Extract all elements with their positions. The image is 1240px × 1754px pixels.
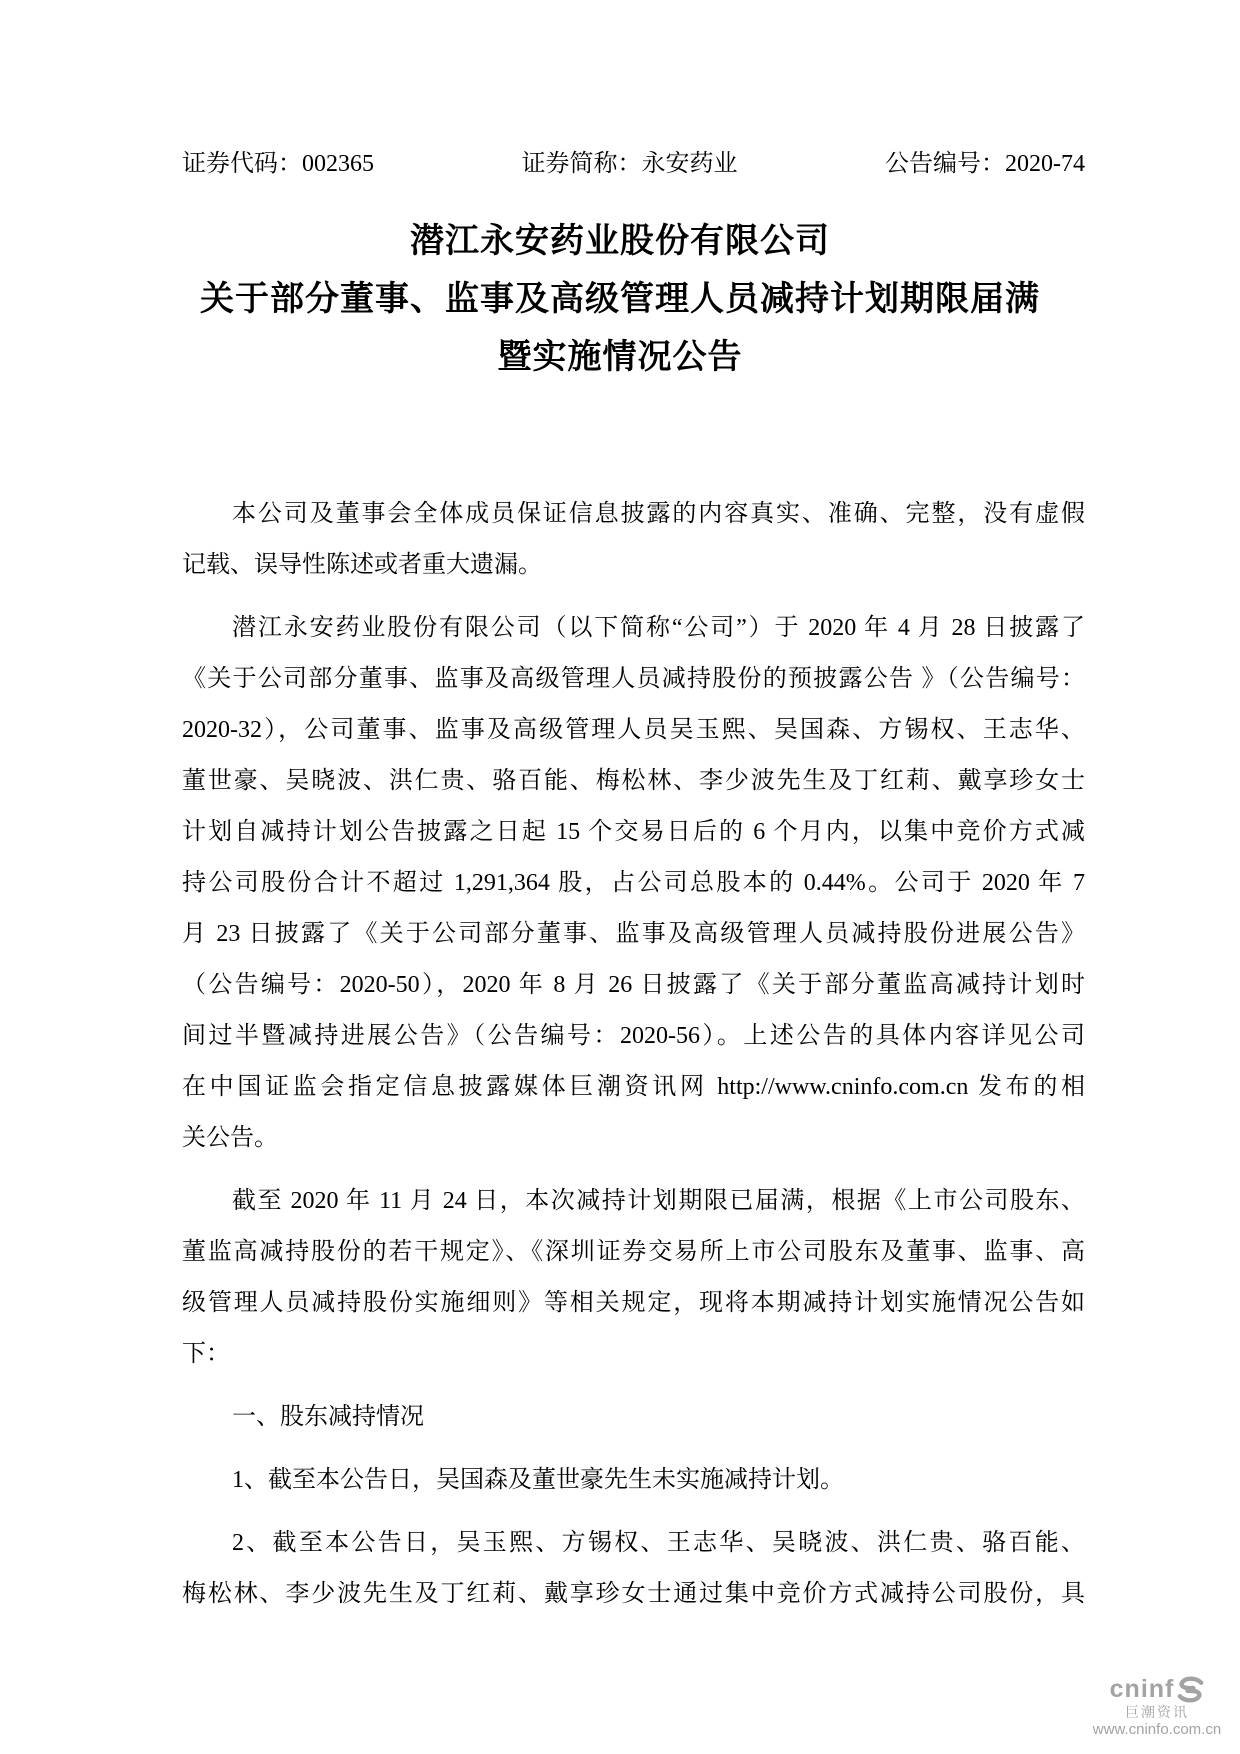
paragraph — [182, 1176, 1085, 1380]
body-line: 间过半暨减持进展公告》（公告编号：2020-56）。上述公告的具体内容详见公司 — [182, 1023, 1085, 1049]
body-line: 关公告。 — [182, 1125, 278, 1151]
cninfo-globe-icon — [1177, 1676, 1204, 1703]
stock-code-text: 证券代码：002365 — [182, 151, 374, 177]
body-line: 2、截至本公告日，吴玉熙、方锡权、王志华、吴晓波、洪仁贵、骆百能、 — [232, 1530, 1085, 1556]
juchao-zixun-label: 巨潮资讯 — [1125, 1703, 1189, 1720]
body-line: 潜江永安药业股份有限公司（以下简称“公司”）于 2020 年 4 月 28 日披露了 — [232, 615, 1085, 641]
body-line: 梅松林、李少波先生及丁红莉、戴享珍女士通过集中竞价方式减持公司股份，具 — [182, 1581, 1085, 1607]
announcement-number-text: 公告编号：2020-74 — [885, 151, 1085, 177]
body-line: 董监高减持股份的若干规定》、《深圳证券交易所上市公司股东及董事、监事、高 — [182, 1239, 1085, 1265]
cninfo-brand-row — [1082, 1675, 1232, 1704]
title-line-3: 暨实施情况公告 — [497, 338, 743, 376]
cninfo-watermark — [1082, 1675, 1232, 1738]
document-header — [182, 150, 1085, 178]
body-line: 1、截至本公告日，吴国森及董世豪先生未实施减持计划。 — [232, 1467, 844, 1493]
body-line: 在中国证监会指定信息披露媒体巨潮资讯网 http://www.cninfo.com.cn 发布的相 — [182, 1074, 1085, 1100]
body-line: 记载、误导性陈述或者重大遗漏。 — [182, 552, 542, 578]
body-line: 截至 2020 年 11 月 24 日，本次减持计划期限已届满，根据《上市公司股东、 — [232, 1188, 1085, 1214]
body-line: 下： — [182, 1341, 230, 1367]
paragraph — [182, 489, 1085, 591]
company-name-title-line: 潜江永安药业股份有限公司 — [410, 222, 830, 260]
body-line: 计划自减持计划公告披露之日起 15 个交易日后的 6 个月内，以集中竞价方式减 — [182, 819, 1085, 845]
body-line: 董世豪、吴晓波、洪仁贵、骆百能、梅松林、李少波先生及丁红莉、戴享珍女士 — [182, 768, 1085, 794]
paragraph — [182, 1455, 1085, 1506]
body-line: 月 23 日披露了《关于公司部分董事、监事及高级管理人员减持股份进展公告》 — [182, 921, 1085, 947]
paragraph — [182, 1392, 1085, 1443]
body-line: 本公司及董事会全体成员保证信息披露的内容真实、准确、完整，没有虚假 — [232, 501, 1085, 527]
cninfo-logo-text: cninf — [1109, 1674, 1175, 1703]
paragraph — [182, 603, 1085, 1164]
body-line: 《关于公司部分董事、监事及高级管理人员减持股份的预披露公告 》（公告编号： — [182, 666, 1085, 692]
stock-abbr-text: 证券简称：永安药业 — [521, 151, 738, 177]
title-line-2: 关于部分董事、监事及高级管理人员减持计划期限届满 — [200, 280, 1040, 318]
cninfo-url-text: www.cninfo.com.cn — [1092, 1720, 1222, 1738]
body-line: 持公司股份合计不超过 1,291,364 股，占公司总股本的 0.44%。公司于 2020 年 7 — [182, 870, 1085, 896]
document-body — [182, 489, 1085, 1632]
paragraph — [182, 1518, 1085, 1620]
document-title — [0, 212, 1240, 386]
body-line: 2020-32），公司董事、监事及高级管理人员吴玉熙、吴国森、方锡权、王志华、 — [182, 717, 1085, 743]
body-line: 一、股东减持情况 — [232, 1404, 424, 1430]
body-line: （公告编号：2020-50），2020 年 8 月 26 日披露了《关于部分董监高减持计划时 — [182, 972, 1085, 998]
body-line: 级管理人员减持股份实施细则》等相关规定，现将本期减持计划实施情况公告如 — [182, 1290, 1085, 1316]
